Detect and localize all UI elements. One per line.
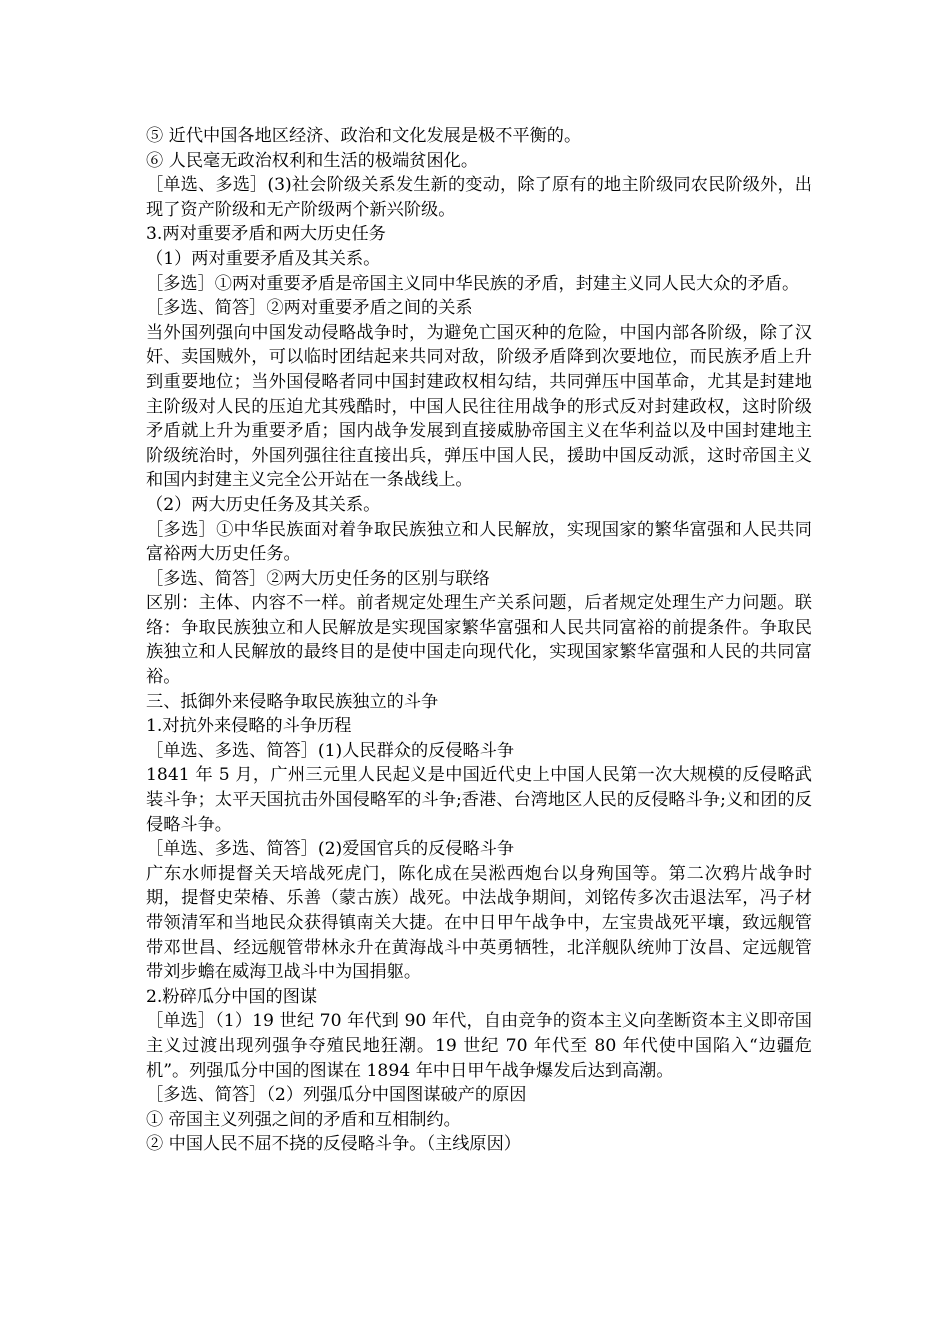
question-heading: ［单选、多选、简答］(2)爱国官兵的反侵略斗争 — [146, 839, 515, 860]
paragraph: 1841 年 5 月，广州三元里人民起义是中国近代史上中国人民第一次大规模的反侵略武装斗争；太平天国抗击外国侵略军的斗争;香港、台湾地区人民的反侵略斗争;义和团的反侵略斗争。 — [146, 765, 812, 835]
list-item: ⑤ 近代中国各地区经济、政治和文化发展是极不平衡的。 — [146, 126, 582, 146]
section-heading: 1.对抗外来侵略的斗争历程 — [146, 716, 352, 737]
list-item: ② 中国人民不屈不挠的反侵略斗争。（主线原因） — [146, 1134, 521, 1155]
question-heading: ［多选、简答］（2）列强瓜分中国图谋破产的原因 — [146, 1085, 527, 1106]
document-page — [146, 124, 812, 1157]
paragraph: ［多选］①中华民族面对着争取民族独立和人民解放，实现国家的繁华富强和人民共同富裕两大历史任务。 — [146, 519, 812, 565]
list-item: ① 帝国主义列强之间的矛盾和互相制约。 — [146, 1109, 461, 1130]
sub-heading: （2）两大历史任务及其关系。 — [146, 494, 381, 515]
paragraph: ［单选］（1）19 世纪 70 年代到 90 年代，自由竞争的资本主义向垄断资本主义即帝国主义过渡出现列强争夺殖民地狂潮。19 世纪 70 年代至 80 年代使中国陷入“边疆危机”。列强瓜分中国的图谋在 1894 年中日甲午战争爆发后达到高潮。 — [146, 1011, 812, 1081]
paragraph: 当外国列强向中国发动侵略战争时，为避免亡国灭种的危险，中国内部各阶级，除了汉奸、卖国贼外，可以临时团结起来共同对敌，阶级矛盾降到次要地位，而民族矛盾上升到重要地位；当外国侵略者同中国封建政权相勾结，共同弹压中国革命，尤其是封建地主阶级对人民的压迫尤其残酷时，中国人民往往用战争的形式反对封建政权，这时阶级矛盾就上升为重要矛盾；国内战争发展到直接威胁帝国主义在华利益以及中国封建地主阶级统治时，外国列强往往直接出兵，弹压中国人民，援助中国反动派，这时帝国主义和国内封建主义完全公开站在一条战线上。 — [146, 322, 812, 491]
paragraph: ［单选、多选］(3)社会阶级关系发生新的变动，除了原有的地主阶级同农民阶级外，出现了资产阶级和无产阶级两个新兴阶级。 — [146, 175, 812, 220]
question-heading: ［单选、多选、简答］(1)人民群众的反侵略斗争 — [146, 740, 515, 761]
paragraph: 区别：主体、内容不一样。前者规定处理生产关系问题，后者规定处理生产力问题。联络：争取民族独立和人民解放是实现国家繁华富强和人民共同富裕的前提条件。争取民族独立和人民解放的最终目的是使中国走向现代化，实现国家繁华富强和人民的共同富裕。 — [146, 593, 812, 688]
sub-heading: （1）两对重要矛盾及其关系。 — [146, 248, 381, 269]
paragraph: 广东水师提督关天培战死虎门，陈化成在吴淞西炮台以身殉国等。第二次鸦片战争时期，提督史荣椿、乐善（蒙古族）战死。中法战争期间，刘铭传多次击退法军，冯子材带领清军和当地民众获得镇南关大捷。在中日甲午战争中，左宝贵战死平壤，致远舰管带邓世昌、经远舰管带林永升在黄海战斗中英勇牺牲，北洋舰队统帅丁汝昌、定远舰管带刘步蟾在威海卫战斗中为国捐躯。 — [146, 863, 812, 983]
section-heading: 3.两对重要矛盾和两大历史任务 — [146, 224, 386, 245]
paragraph: ［多选］①两对重要矛盾是帝国主义同中华民族的矛盾，封建主义同人民大众的矛盾。 — [146, 273, 800, 294]
list-item: ⑥ 人民毫无政治权利和生活的极端贫困化。 — [146, 150, 479, 171]
section-heading: 2.粉碎瓜分中国的图谋 — [146, 986, 318, 1007]
question-heading: ［多选、简答］②两对重要矛盾之间的关系 — [146, 298, 473, 319]
chapter-heading: 三、抵御外来侵略争取民族独立的斗争 — [146, 691, 439, 712]
question-heading: ［多选、简答］②两大历史任务的区别与联络 — [146, 568, 490, 589]
